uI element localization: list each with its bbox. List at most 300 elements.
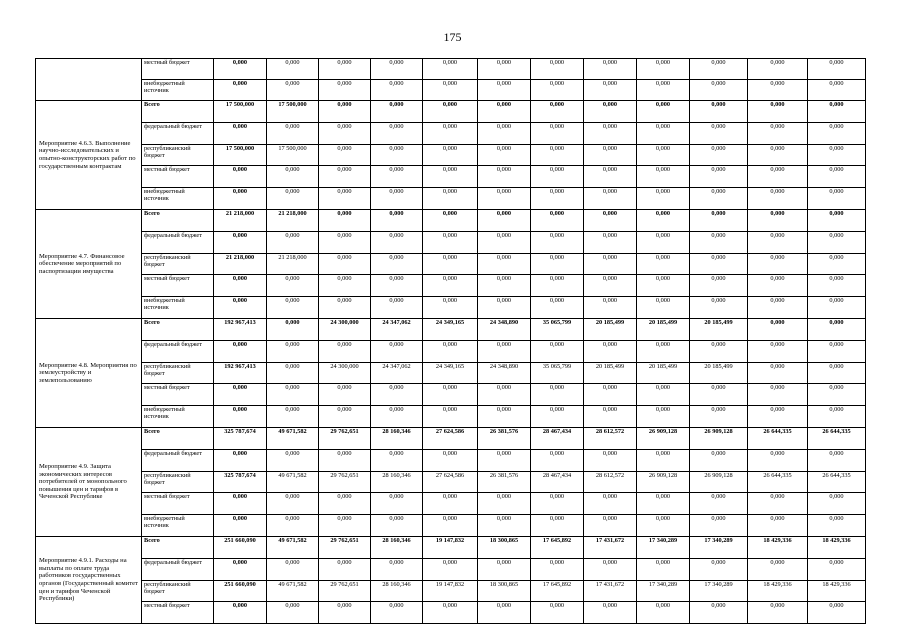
funding-source: Всего [142, 536, 214, 558]
value-cell: 0,000 [748, 558, 808, 580]
value-cell: 0,000 [478, 80, 531, 101]
value-cell: 0,000 [808, 493, 866, 515]
value-cell: 0,000 [808, 166, 866, 188]
value-cell: 21 218,000 [267, 253, 319, 275]
value-cell: 0,000 [808, 275, 866, 297]
value-cell: 20 185,499 [584, 362, 637, 384]
table-row [36, 471, 866, 493]
value-cell: 0,000 [423, 253, 478, 275]
value-cell: 0,000 [371, 515, 423, 537]
value-cell: 24 349,165 [423, 318, 478, 340]
value-cell: 29 762,651 [319, 427, 371, 449]
value-cell: 0,000 [371, 101, 423, 123]
value-cell: 0,000 [267, 318, 319, 340]
value-cell: 0,000 [690, 493, 748, 515]
value-cell: 0,000 [267, 80, 319, 101]
value-cell: 0,000 [584, 188, 637, 210]
value-cell: 0,000 [478, 515, 531, 537]
value-cell: 0,000 [808, 253, 866, 275]
value-cell: 0,000 [478, 253, 531, 275]
value-cell: 0,000 [531, 59, 584, 80]
value-cell: 17 645,892 [531, 580, 584, 602]
value-cell: 0,000 [267, 362, 319, 384]
value-cell: 26 644,335 [748, 427, 808, 449]
funding-source: федеральный бюджет [142, 231, 214, 253]
table-row [36, 122, 866, 144]
value-cell: 20 185,499 [637, 318, 690, 340]
value-cell: 0,000 [267, 340, 319, 362]
value-cell: 35 065,799 [531, 362, 584, 384]
value-cell: 0,000 [371, 558, 423, 580]
value-cell: 0,000 [478, 493, 531, 515]
value-cell: 0,000 [371, 275, 423, 297]
value-cell: 0,000 [748, 384, 808, 406]
table-row-total [36, 101, 866, 123]
budget-table [35, 58, 866, 624]
value-cell: 0,000 [637, 449, 690, 471]
value-cell: 0,000 [690, 122, 748, 144]
value-cell: 0,000 [637, 406, 690, 428]
value-cell: 0,000 [478, 340, 531, 362]
value-cell: 0,000 [637, 253, 690, 275]
funding-source: Всего [142, 427, 214, 449]
value-cell: 0,000 [267, 59, 319, 80]
value-cell: 0,000 [478, 209, 531, 231]
value-cell: 0,000 [531, 144, 584, 166]
table-row [36, 602, 866, 624]
value-cell: 0,000 [319, 493, 371, 515]
value-cell: 0,000 [267, 493, 319, 515]
value-cell: 28 612,572 [584, 471, 637, 493]
value-cell: 0,000 [423, 59, 478, 80]
value-cell: 0,000 [423, 275, 478, 297]
measure-title: Мероприятие 4.7. Финансовое обеспечение мероприятий по паспортизации имущества [36, 209, 142, 318]
funding-source: местный бюджет [142, 59, 214, 80]
value-cell: 0,000 [584, 297, 637, 319]
value-cell: 0,000 [371, 493, 423, 515]
value-cell: 18 300,865 [478, 580, 531, 602]
table-row [36, 406, 866, 428]
value-cell: 0,000 [319, 209, 371, 231]
funding-source: федеральный бюджет [142, 122, 214, 144]
value-cell: 0,000 [808, 384, 866, 406]
table-row [36, 340, 866, 362]
table-row [36, 449, 866, 471]
value-cell: 0,000 [531, 515, 584, 537]
value-cell: 17 431,672 [584, 580, 637, 602]
value-cell: 0,000 [478, 231, 531, 253]
value-cell: 24 300,000 [319, 362, 371, 384]
value-cell: 0,000 [531, 297, 584, 319]
value-cell: 0,000 [478, 122, 531, 144]
value-cell: 20 185,499 [690, 318, 748, 340]
value-cell: 0,000 [584, 275, 637, 297]
value-cell: 24 349,165 [423, 362, 478, 384]
value-cell: 0,000 [478, 144, 531, 166]
table-row [36, 231, 866, 253]
value-total-cell: 325 787,674 [214, 427, 267, 449]
value-cell: 0,000 [319, 449, 371, 471]
table-row [36, 558, 866, 580]
value-cell: 0,000 [584, 122, 637, 144]
value-cell: 0,000 [531, 493, 584, 515]
value-cell: 26 909,128 [690, 427, 748, 449]
value-total-cell: 0,000 [214, 406, 267, 428]
value-cell: 0,000 [267, 384, 319, 406]
value-cell: 0,000 [423, 101, 478, 123]
funding-source: местный бюджет [142, 384, 214, 406]
value-cell: 0,000 [267, 515, 319, 537]
value-total-cell: 0,000 [214, 384, 267, 406]
value-cell: 0,000 [690, 101, 748, 123]
value-cell: 0,000 [584, 101, 637, 123]
value-cell: 0,000 [371, 384, 423, 406]
value-cell: 0,000 [748, 253, 808, 275]
value-cell: 0,000 [319, 144, 371, 166]
value-cell: 0,000 [531, 449, 584, 471]
value-cell: 0,000 [690, 59, 748, 80]
funding-source: Всего [142, 318, 214, 340]
value-cell: 49 671,582 [267, 471, 319, 493]
value-cell: 49 671,582 [267, 427, 319, 449]
value-total-cell: 0,000 [214, 275, 267, 297]
value-cell: 18 429,336 [748, 536, 808, 558]
value-cell: 20 185,499 [637, 362, 690, 384]
value-cell: 0,000 [423, 602, 478, 624]
value-total-cell: 192 967,413 [214, 362, 267, 384]
funding-source: Всего [142, 101, 214, 123]
value-cell: 0,000 [531, 122, 584, 144]
value-cell: 0,000 [267, 558, 319, 580]
value-cell: 18 429,336 [748, 580, 808, 602]
value-cell: 0,000 [808, 297, 866, 319]
table-row [36, 362, 866, 384]
value-cell: 0,000 [748, 515, 808, 537]
value-cell: 27 624,586 [423, 471, 478, 493]
funding-source: федеральный бюджет [142, 558, 214, 580]
value-cell: 0,000 [423, 340, 478, 362]
value-cell: 0,000 [748, 340, 808, 362]
value-cell: 0,000 [319, 558, 371, 580]
value-cell: 0,000 [531, 384, 584, 406]
value-cell: 0,000 [531, 558, 584, 580]
value-cell: 21 218,000 [267, 209, 319, 231]
value-cell: 0,000 [531, 188, 584, 210]
value-cell: 0,000 [690, 558, 748, 580]
value-cell: 0,000 [371, 209, 423, 231]
value-cell: 0,000 [637, 59, 690, 80]
value-cell: 0,000 [690, 80, 748, 101]
value-cell: 0,000 [584, 80, 637, 101]
value-cell: 0,000 [478, 602, 531, 624]
value-cell: 0,000 [531, 166, 584, 188]
value-cell: 0,000 [690, 602, 748, 624]
funding-source: внебюджетный источник [142, 297, 214, 319]
value-cell: 0,000 [319, 59, 371, 80]
funding-source: республиканский бюджет [142, 362, 214, 384]
value-cell: 26 909,128 [690, 471, 748, 493]
value-cell: 0,000 [637, 558, 690, 580]
value-cell: 0,000 [267, 122, 319, 144]
value-total-cell: 0,000 [214, 558, 267, 580]
value-cell: 0,000 [748, 101, 808, 123]
value-cell: 0,000 [584, 166, 637, 188]
value-cell: 0,000 [267, 449, 319, 471]
value-cell: 0,000 [637, 275, 690, 297]
value-cell: 0,000 [748, 602, 808, 624]
value-cell: 0,000 [423, 449, 478, 471]
value-cell: 0,000 [478, 59, 531, 80]
value-cell: 0,000 [690, 384, 748, 406]
value-cell: 0,000 [267, 166, 319, 188]
value-cell: 0,000 [319, 297, 371, 319]
value-cell: 0,000 [584, 253, 637, 275]
value-cell: 0,000 [371, 602, 423, 624]
value-total-cell: 0,000 [214, 602, 267, 624]
value-cell: 17 340,289 [690, 536, 748, 558]
value-cell: 0,000 [531, 231, 584, 253]
value-cell: 0,000 [423, 144, 478, 166]
value-cell: 0,000 [371, 449, 423, 471]
value-cell: 26 381,576 [478, 471, 531, 493]
value-cell: 0,000 [637, 188, 690, 210]
value-cell: 0,000 [319, 122, 371, 144]
funding-source: внебюджетный источник [142, 188, 214, 210]
value-total-cell: 17 500,000 [214, 144, 267, 166]
measure-title: Мероприятие 4.9. Защита экономических интересов потребителей от монопольного повышения цен и тарифов в Чеченской Республике [36, 427, 142, 536]
funding-source: федеральный бюджет [142, 449, 214, 471]
value-cell: 0,000 [531, 101, 584, 123]
value-cell: 0,000 [584, 144, 637, 166]
table-row [36, 144, 866, 166]
table-row [36, 59, 866, 80]
value-cell: 0,000 [808, 188, 866, 210]
value-cell: 0,000 [808, 80, 866, 101]
value-cell: 0,000 [690, 275, 748, 297]
value-cell: 0,000 [319, 275, 371, 297]
value-cell: 0,000 [584, 384, 637, 406]
value-cell: 0,000 [584, 231, 637, 253]
value-cell: 0,000 [690, 188, 748, 210]
value-cell: 17 340,289 [690, 580, 748, 602]
value-cell: 0,000 [584, 449, 637, 471]
value-cell: 26 381,576 [478, 427, 531, 449]
value-cell: 24 347,062 [371, 362, 423, 384]
value-cell: 0,000 [267, 188, 319, 210]
table-row [36, 188, 866, 210]
value-total-cell: 0,000 [214, 122, 267, 144]
table-row [36, 166, 866, 188]
value-cell: 0,000 [478, 406, 531, 428]
value-cell: 17 500,000 [267, 144, 319, 166]
value-cell: 0,000 [748, 275, 808, 297]
value-cell: 0,000 [584, 59, 637, 80]
value-cell: 17 500,000 [267, 101, 319, 123]
funding-source: внебюджетный источник [142, 406, 214, 428]
value-cell: 0,000 [690, 144, 748, 166]
value-cell: 0,000 [808, 318, 866, 340]
value-cell: 0,000 [531, 80, 584, 101]
table-row [36, 493, 866, 515]
value-total-cell: 0,000 [214, 340, 267, 362]
funding-source: местный бюджет [142, 493, 214, 515]
value-cell: 0,000 [478, 558, 531, 580]
value-cell: 0,000 [690, 209, 748, 231]
value-cell: 26 644,335 [808, 427, 866, 449]
value-cell: 28 467,434 [531, 471, 584, 493]
value-cell: 18 300,865 [478, 536, 531, 558]
value-total-cell: 0,000 [214, 493, 267, 515]
funding-source: местный бюджет [142, 275, 214, 297]
value-cell: 0,000 [423, 231, 478, 253]
table-row [36, 580, 866, 602]
value-total-cell: 251 660,090 [214, 536, 267, 558]
value-cell: 0,000 [371, 231, 423, 253]
value-total-cell: 21 218,000 [214, 253, 267, 275]
value-cell: 0,000 [748, 166, 808, 188]
funding-source: республиканский бюджет [142, 144, 214, 166]
value-cell: 0,000 [531, 253, 584, 275]
value-cell: 0,000 [319, 384, 371, 406]
value-cell: 0,000 [423, 558, 478, 580]
value-cell: 0,000 [808, 340, 866, 362]
funding-source: республиканский бюджет [142, 471, 214, 493]
value-cell: 0,000 [319, 340, 371, 362]
value-total-cell: 0,000 [214, 166, 267, 188]
value-cell: 0,000 [267, 275, 319, 297]
value-cell: 0,000 [478, 188, 531, 210]
value-cell: 0,000 [531, 209, 584, 231]
value-cell: 0,000 [637, 101, 690, 123]
value-cell: 28 160,346 [371, 536, 423, 558]
value-cell: 24 347,062 [371, 318, 423, 340]
value-total-cell: 0,000 [214, 59, 267, 80]
value-cell: 0,000 [748, 80, 808, 101]
value-cell: 24 300,000 [319, 318, 371, 340]
value-cell: 0,000 [808, 558, 866, 580]
value-cell: 0,000 [531, 406, 584, 428]
value-cell: 0,000 [478, 275, 531, 297]
value-total-cell: 0,000 [214, 80, 267, 101]
value-cell: 26 909,128 [637, 471, 690, 493]
value-cell: 0,000 [531, 275, 584, 297]
value-cell: 26 644,335 [748, 471, 808, 493]
value-cell: 0,000 [267, 297, 319, 319]
value-cell: 0,000 [267, 406, 319, 428]
page-number: 175 [443, 30, 462, 44]
value-cell: 0,000 [690, 253, 748, 275]
table-row [36, 515, 866, 537]
value-cell: 0,000 [637, 297, 690, 319]
funding-source: федеральный бюджет [142, 340, 214, 362]
value-cell: 0,000 [748, 209, 808, 231]
value-cell: 28 467,434 [531, 427, 584, 449]
value-total-cell: 0,000 [214, 449, 267, 471]
value-cell: 0,000 [371, 59, 423, 80]
value-cell: 35 065,799 [531, 318, 584, 340]
value-cell: 17 340,289 [637, 536, 690, 558]
value-cell: 17 431,672 [584, 536, 637, 558]
value-cell: 0,000 [808, 144, 866, 166]
funding-source: местный бюджет [142, 166, 214, 188]
value-cell: 17 340,289 [637, 580, 690, 602]
value-cell: 0,000 [808, 122, 866, 144]
value-cell: 0,000 [531, 602, 584, 624]
table-row [36, 80, 866, 101]
value-cell: 0,000 [748, 318, 808, 340]
value-cell: 0,000 [808, 362, 866, 384]
measure-title [36, 59, 142, 101]
value-cell: 24 348,890 [478, 362, 531, 384]
value-cell: 0,000 [637, 209, 690, 231]
value-cell: 0,000 [584, 515, 637, 537]
value-cell: 0,000 [319, 101, 371, 123]
value-cell: 0,000 [748, 297, 808, 319]
value-cell: 0,000 [371, 188, 423, 210]
value-cell: 19 147,832 [423, 580, 478, 602]
value-cell: 0,000 [748, 362, 808, 384]
value-cell: 19 147,832 [423, 536, 478, 558]
value-cell: 0,000 [423, 493, 478, 515]
value-cell: 0,000 [748, 449, 808, 471]
value-cell: 0,000 [637, 231, 690, 253]
funding-source: республиканский бюджет [142, 580, 214, 602]
value-cell: 28 160,346 [371, 471, 423, 493]
value-cell: 0,000 [267, 602, 319, 624]
value-cell: 0,000 [748, 59, 808, 80]
value-cell: 0,000 [808, 101, 866, 123]
value-cell: 0,000 [808, 515, 866, 537]
value-cell: 0,000 [690, 406, 748, 428]
value-cell: 0,000 [423, 122, 478, 144]
value-cell: 0,000 [371, 253, 423, 275]
value-cell: 0,000 [584, 493, 637, 515]
value-cell: 0,000 [690, 166, 748, 188]
value-cell: 0,000 [808, 449, 866, 471]
value-cell: 0,000 [690, 449, 748, 471]
value-cell: 0,000 [423, 209, 478, 231]
table-row-total [36, 318, 866, 340]
value-cell: 29 762,651 [319, 536, 371, 558]
value-cell: 0,000 [478, 297, 531, 319]
table-row [36, 275, 866, 297]
value-cell: 0,000 [319, 406, 371, 428]
value-cell: 0,000 [748, 122, 808, 144]
value-cell: 0,000 [319, 188, 371, 210]
value-cell: 0,000 [319, 602, 371, 624]
value-cell: 0,000 [748, 493, 808, 515]
table-row [36, 253, 866, 275]
value-cell: 0,000 [637, 384, 690, 406]
table-row [36, 384, 866, 406]
value-cell: 0,000 [637, 80, 690, 101]
funding-source: местный бюджет [142, 602, 214, 624]
value-cell: 0,000 [637, 493, 690, 515]
value-cell: 0,000 [371, 297, 423, 319]
value-cell: 26 909,128 [637, 427, 690, 449]
value-cell: 0,000 [690, 297, 748, 319]
value-cell: 27 624,586 [423, 427, 478, 449]
value-cell: 0,000 [319, 166, 371, 188]
value-cell: 49 671,582 [267, 536, 319, 558]
value-cell: 0,000 [690, 515, 748, 537]
value-cell: 20 185,499 [690, 362, 748, 384]
value-cell: 0,000 [423, 166, 478, 188]
value-cell: 0,000 [637, 166, 690, 188]
value-cell: 0,000 [423, 515, 478, 537]
value-cell: 0,000 [584, 340, 637, 362]
funding-source: республиканский бюджет [142, 253, 214, 275]
